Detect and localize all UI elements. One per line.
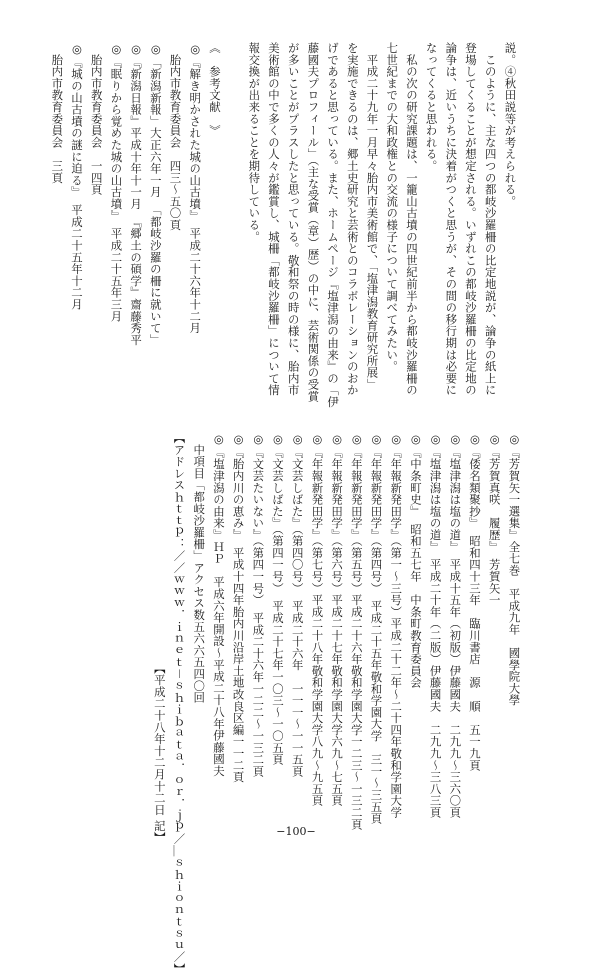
upper-column: 登場してくることが想定される。いずれこの都岐沙羅柵の比定地の — [464, 42, 478, 396]
upper-column: 平成二十九年一月早々胎内市美術館で、「塩津潟教育研究所展」 — [365, 42, 380, 391]
lower-column: ◎『塩津潟は塩の道』 平成二十年（二版）伊藤國夫 二九九～三八三頁 — [428, 432, 443, 819]
upper-column: 七世紀までの大和政権との交流の様子について調べてみたい。 — [385, 42, 400, 373]
upper-column: 私の次の研究課題は、一籠山古墳の四世紀前半から都岐沙羅柵の — [404, 42, 419, 396]
upper-column: 胎内市教育委員会 一四頁 — [89, 42, 104, 196]
lower-column: ◎『芳賀矢一選集』全七巻 平成九年 國學院大學 — [507, 432, 522, 706]
lower-column: 中項目「都岐沙羅柵」アクセス数五六六五四〇回 — [192, 432, 207, 704]
upper-column: 報交換が出来ることを期待している。 — [247, 42, 262, 243]
lower-column: ◎『芳賀真咲 履歴』 芳賀矢一 — [487, 432, 502, 606]
upper-column: このように、主な四つの都岐沙羅柵の比定地説が、論争の紙上に — [483, 42, 498, 396]
lower-column: ◎『胎内川の恵み』 平成十四年胎内川沿岸土地改良区編一一二頁 — [231, 432, 246, 783]
upper-column: ◎『解き明かされた城の山古墳』 平成二十六年十二月 — [188, 42, 203, 334]
lower-column: ◎『中条町史』 昭和五七年 中条町教育委員会 — [408, 432, 423, 689]
upper-column: ◎『新潟日報』平成十年十一月 『郷土の碩学』齋藤秀平 — [129, 42, 144, 346]
lower-column: ◎『文芸しばた』（第四〇号） 平成二十六年 一一一～一一五頁 — [290, 432, 305, 778]
upper-column: を実施できるのは、郷土史研究と芸術とのコラボレーションのおか — [345, 42, 360, 396]
lower-column: ◎『塩津潟は塩の道』 平成十五年（初版）伊藤國夫 二九九～三六〇頁 — [448, 432, 463, 819]
lower-column: ◎『文芸しばた』（第四一号） 平成二十七年一〇三～一〇五頁 — [271, 432, 285, 766]
upper-column: ◎『城の山古墳の謎に迫る』 平成二十五年十二月 — [70, 42, 84, 311]
upper-column: 胎内市教育委員会 三頁 — [50, 42, 65, 184]
upper-column: 説。④秋田説等が考えられる。 — [503, 42, 518, 208]
lower-column: ◎『年報新発田学』（第五号）平成二十六年敬和学園大学一二三～一三二頁 — [349, 432, 364, 831]
upper-column: げであると思っている。また、ホームページ『塩津潟の由来』の「伊 — [326, 42, 341, 408]
lower-column: 【平成二十八年十二月十二日 記】 — [152, 432, 167, 844]
upper-column: 《 参考文献 》 — [207, 42, 222, 137]
upper-column: 胎内市教育委員会 四三～五〇頁 — [168, 42, 183, 231]
upper-column: が多いことがプラスしたと思っている。敬和祭の時の様に、胎内市 — [286, 42, 301, 396]
lower-column: ◎『年報新発田学』（第六号）平成二十七年敬和学園大学六九～七五頁 — [330, 432, 345, 807]
upper-column: ◎「新潟新報」大正六年一月 「都岐沙羅の柵に就いて」 — [148, 42, 163, 346]
page-number: −100− — [276, 825, 316, 838]
lower-column: ◎『年報新発田学』（第四号） 平成二十五年敬和学園大学 三一～三五頁 — [369, 432, 384, 825]
lower-column: ◎『年報新発田学』（第一～三号）平成二十二年～二十四年敬和学園大学 — [389, 432, 404, 819]
upper-column: 藤國夫プロフィール」（主な受賞（章）歴）の中に、芸術関係の受賞 — [306, 42, 321, 403]
upper-column: 論争は、近いうちに決着がつくと思うが、その間の移行期は必要に — [444, 42, 459, 396]
upper-column: なってくると思われる。 — [424, 42, 439, 172]
lower-column: 【アドレスｈｔｔｐ：／／ｗｗｗ．ｉｎｅｔ－ｓｈｉｂａｔａ．ｏｒ．ｊｐ／＿ｓｈｉｏｎｔｓｕ／】 — [172, 432, 187, 975]
upper-column: 美術館の中で多くの人々が鑑賞し、城柵「都岐沙羅柵」について情 — [267, 42, 281, 396]
lower-column: ◎『年報新発田学』（第七号）平成二十八年敬和学園大学八九～九五頁 — [310, 432, 325, 807]
lower-column: ◎『塩津潟の由来』ＨＰ 平成六年開設～平成二十八年伊藤國夫 — [211, 432, 226, 777]
lower-column: ◎『文芸たいない』（第四一号） 平成二十六年一二二～一三二頁 — [251, 432, 266, 778]
upper-column: ◎『眠りから覚めた城の山古墳』 平成二十五年三月 — [109, 42, 124, 323]
lower-column: ◎『倭名類聚抄』 昭和四十三年 臨川書店 源 順 五一九頁 — [468, 432, 482, 772]
